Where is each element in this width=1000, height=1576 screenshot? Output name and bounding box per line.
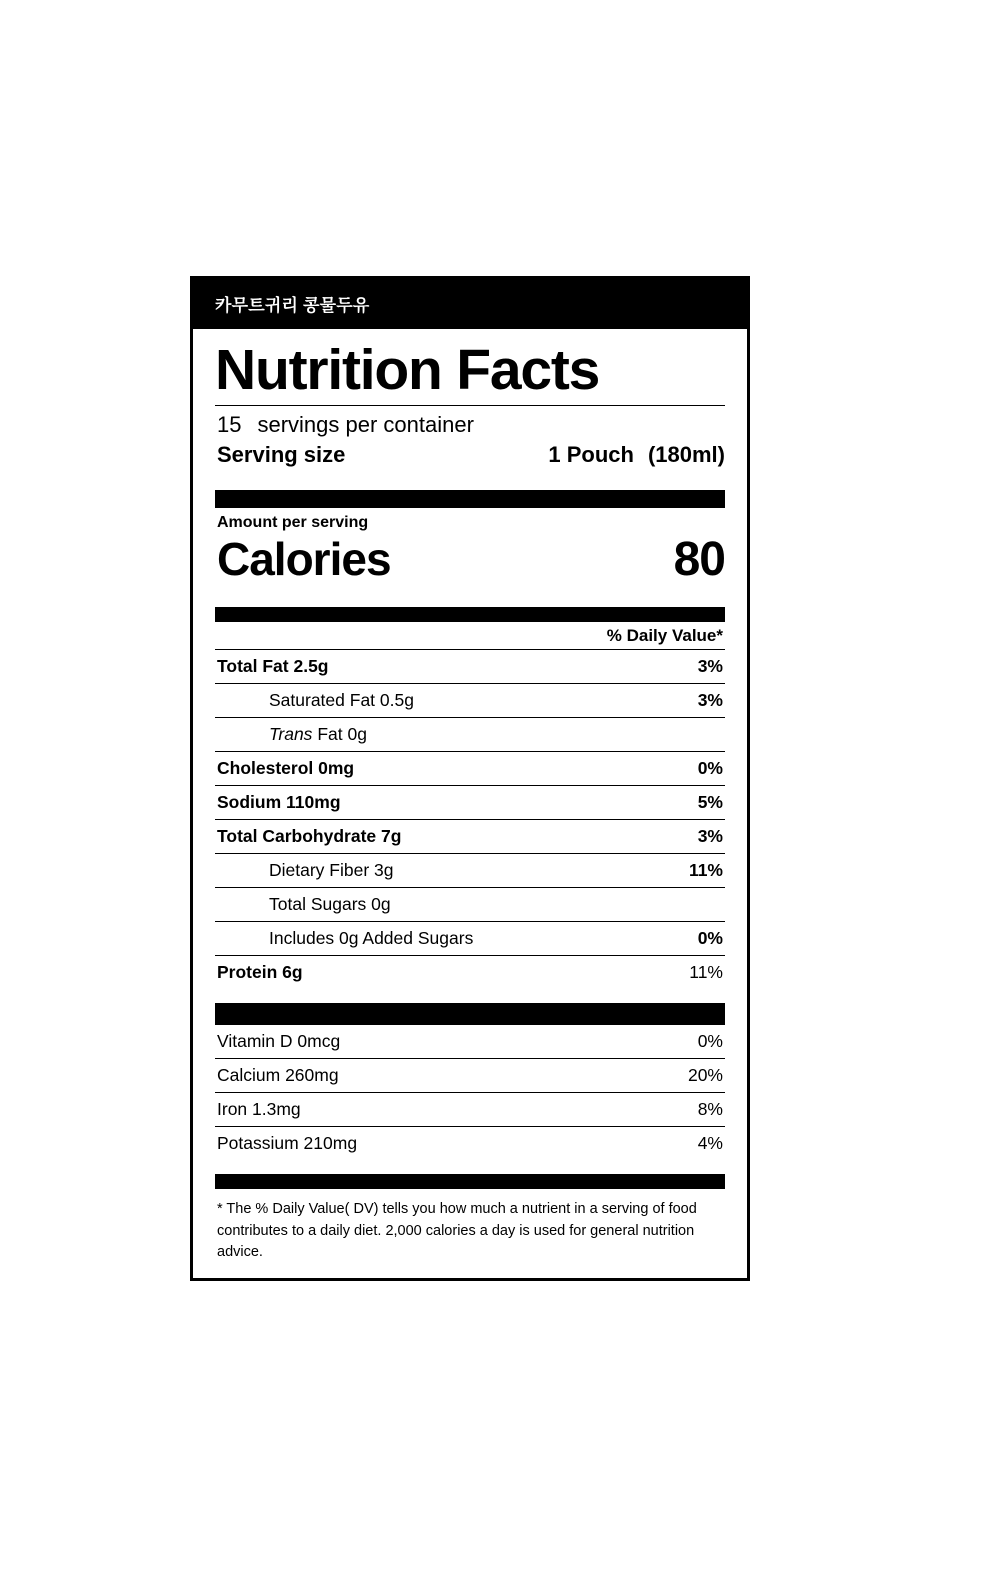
- calories-section: [193, 508, 747, 607]
- serving-size-value-group: [548, 442, 725, 468]
- servings-per-container: [215, 406, 725, 440]
- serving-size-row: [215, 440, 725, 476]
- amount-per-serving-label: Amount per serving: [217, 513, 369, 531]
- vitamin-dv: 0%: [697, 1030, 723, 1051]
- nutrient-row-sodium: [215, 785, 725, 819]
- nutrient-dv: 11%: [689, 961, 723, 982]
- vitamin-row-vitamin-d: [215, 1025, 725, 1058]
- thick-divider-vitamins: [215, 1003, 725, 1025]
- nutrient-name: Dietary Fiber 3g: [269, 859, 394, 880]
- vitamin-dv: 20%: [687, 1064, 723, 1085]
- vitamin-dv: 8%: [697, 1098, 723, 1119]
- nutrients-section: [193, 622, 747, 1003]
- nutrient-name: Sodium 110mg: [217, 791, 341, 812]
- vitamin-row-potassium: [215, 1126, 725, 1160]
- vitamin-row-iron: [215, 1092, 725, 1126]
- nutrient-name: Protein 6g: [217, 961, 303, 982]
- vitamin-row-calcium: [215, 1058, 725, 1092]
- nutrient-row-saturated-fat: [215, 683, 725, 717]
- calories-row: [215, 532, 725, 593]
- daily-value-header: % Daily Value*: [606, 625, 723, 645]
- page-title: Nutrition Facts: [215, 338, 600, 402]
- footnote-section: [193, 1189, 747, 1278]
- nutrition-facts-label: [190, 276, 750, 1281]
- nutrient-row-cholesterol: [215, 751, 725, 785]
- servings-label: servings per container: [257, 411, 474, 437]
- nutrient-dv: 0%: [697, 927, 723, 948]
- trans-italic: Trans: [269, 723, 313, 744]
- nutrient-name: Cholesterol 0mg: [217, 757, 355, 778]
- nutrient-row-total-carbohydrate: [215, 819, 725, 853]
- nutrient-name: Total Fat 2.5g: [217, 655, 329, 676]
- serving-size-value: 1 Pouch: [548, 441, 634, 467]
- nutrient-name: Total Sugars 0g: [269, 893, 391, 914]
- vitamin-name: Vitamin D 0mcg: [217, 1030, 341, 1051]
- vitamins-section: [193, 1025, 747, 1174]
- product-name-band: 카무트귀리 콩물두유: [193, 279, 747, 329]
- calories-value: 80: [673, 532, 725, 586]
- nutrient-name: Saturated Fat 0.5g: [269, 689, 414, 710]
- nutrient-dv: 11%: [688, 859, 723, 880]
- thick-divider-top: [215, 490, 725, 508]
- daily-value-footnote: * The % Daily Value( DV) tells you how much a nutrient in a serving of food contributes to a daily diet. 2,000 calories a day is used for general nutrition advice.: [217, 1200, 697, 1261]
- nutrient-name: Includes 0g Added Sugars: [269, 927, 474, 948]
- nutrient-row-added-sugars: [215, 921, 725, 955]
- trans-fat-rest: Fat 0g: [317, 723, 367, 744]
- nutrient-dv: 3%: [697, 655, 723, 676]
- nutrient-row-total-fat: [215, 649, 725, 683]
- nutrient-name: Total Carbohydrate 7g: [217, 825, 402, 846]
- nutrient-row-trans-fat: [215, 717, 725, 751]
- nutrient-name: [217, 724, 367, 745]
- nutrient-row-protein: [215, 955, 725, 989]
- serving-size-volume: (180ml): [647, 441, 725, 467]
- vitamin-name: Iron 1.3mg: [217, 1098, 301, 1119]
- vitamin-name: Calcium 260mg: [217, 1064, 339, 1085]
- nutrient-dv: 3%: [697, 689, 723, 710]
- nutrient-dv: 3%: [697, 825, 723, 846]
- vitamin-dv: 4%: [697, 1132, 723, 1153]
- servings-count: 15: [217, 411, 242, 437]
- thick-divider-footnote: [215, 1174, 725, 1189]
- calories-label: Calories: [217, 532, 391, 585]
- nutrient-row-total-sugars: [215, 887, 725, 921]
- label-body: [193, 338, 747, 490]
- nutrient-dv: 0%: [697, 757, 723, 778]
- nutrient-dv: 5%: [697, 791, 723, 812]
- vitamin-name: Potassium 210mg: [217, 1132, 358, 1153]
- nutrient-row-dietary-fiber: [215, 853, 725, 887]
- thick-divider-calories: [215, 607, 725, 622]
- serving-size-label: Serving size: [217, 441, 346, 467]
